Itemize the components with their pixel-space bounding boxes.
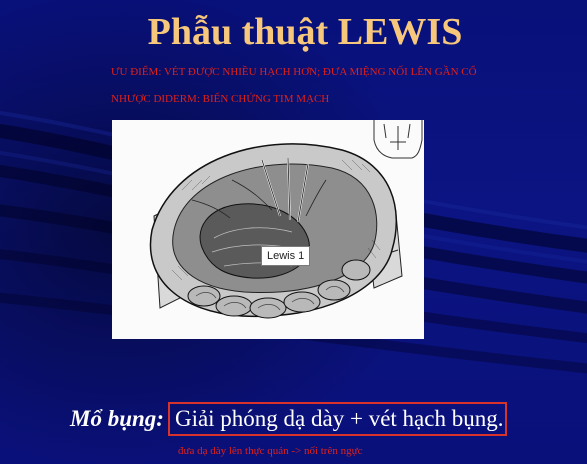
- surgery-illustration[interactable]: [112, 120, 424, 339]
- disadvantage-note: NHƯỢC DIDERM: BIẾN CHỨNG TIM MẠCH: [111, 93, 330, 105]
- footnote-note: đưa dạ dày lên thực quản -> nối trên ngực: [178, 445, 363, 457]
- caption: [70, 402, 507, 436]
- caption-text: Giải phóng dạ dày + vét hạch bụng.: [174, 406, 504, 431]
- surgery-drawing: [112, 120, 424, 339]
- image-tooltip: Lewis 1: [261, 246, 310, 266]
- slide-title: Phẫu thuật LEWIS: [147, 11, 463, 53]
- advantage-note: ƯU ĐIỂM: VÉT ĐƯỢC NHIỀU HẠCH HƠN; ĐƯA MIỆNG NỐI LÊN GẦN CỔ: [111, 66, 477, 78]
- caption-lead: Mổ bụng:: [70, 406, 164, 431]
- highlighted-caption-box[interactable]: [168, 402, 508, 436]
